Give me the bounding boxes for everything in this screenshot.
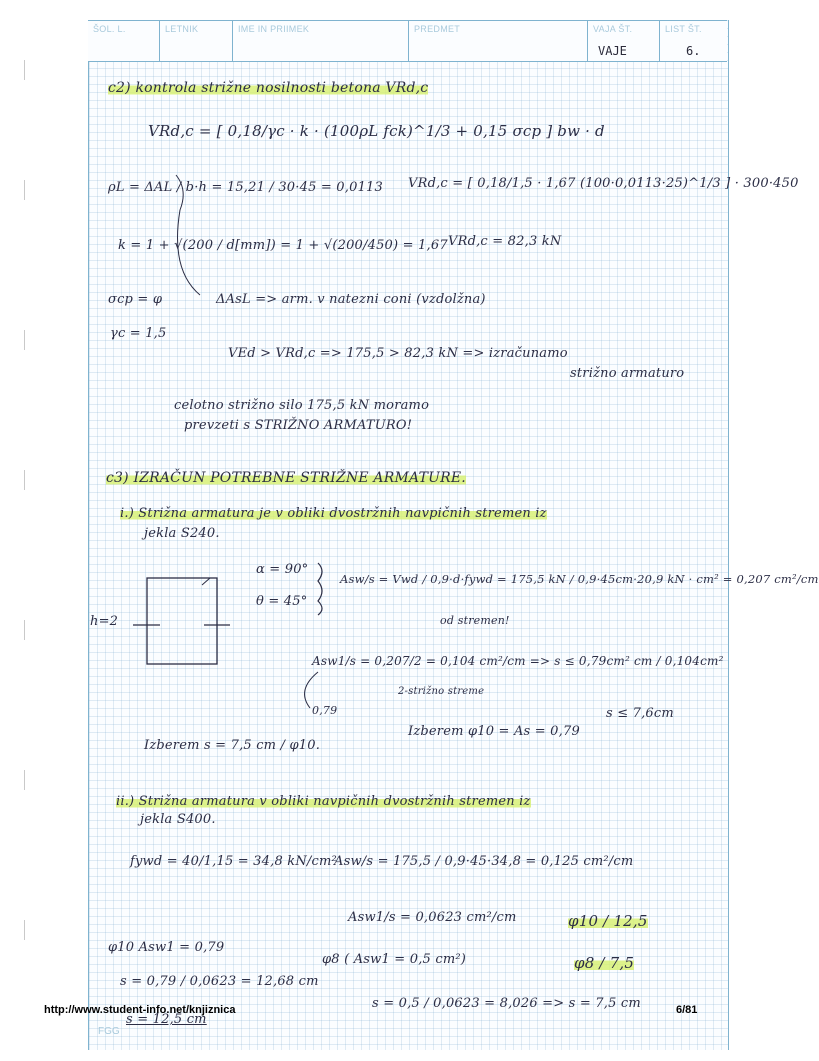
gamma-c: γc = 1,5 <box>110 326 167 341</box>
result-vrdc: VRd,c = 82,3 kN <box>448 234 562 249</box>
page-number: 6/81 <box>676 1004 698 1016</box>
h-label: h=2 <box>90 614 119 629</box>
two-strizno-note: 2-strižno streme <box>398 686 485 697</box>
heading-c2: c2) kontrola strižne nosilnosti betona VRd,c <box>108 80 429 96</box>
comparison-cont: strižno armaturo <box>570 366 685 381</box>
conclusion-line-2: prevzeti s STRIŽNO ARMATURO! <box>184 418 413 433</box>
s-phi10-pick: s = 12,5 cm <box>126 1012 207 1027</box>
choice-phi8: φ8 / 7,5 <box>574 954 635 972</box>
heading-ii-cont: jekla S400. <box>140 812 216 827</box>
izberem-s: Izberem s = 7,5 cm / φ10. <box>144 738 321 753</box>
value-079: 0,79 <box>312 704 338 717</box>
asl-note: ΔAsL => arm. v natezni coni (vzdolžna) <box>216 292 486 307</box>
asw-formula: Asw/s = Vwd / 0,9·d·fywd = 175,5 kN / 0,9·45cm·20,9 kN · cm² = 0,207 cm²/cm <box>340 572 819 586</box>
sigma-cp: σcp = φ <box>108 292 163 307</box>
header-label: VAJA ŠT. <box>593 24 633 34</box>
formula-vrdc: VRd,c = [ 0,18/γc · k · (100ρL fck)^1/3 + 0,15 σcp ] bw · d <box>148 122 605 140</box>
s-phi10-calc: s = 0,79 / 0,0623 = 12,68 cm <box>120 974 319 989</box>
heading-i-cont: jekla S240. <box>144 526 220 541</box>
asw-400-calc: Asw/s = 175,5 / 0,9·45·34,8 = 0,125 cm²/cm <box>334 854 634 869</box>
s-phi8-calc: s = 0,5 / 0,0623 = 8,026 => s = 7,5 cm <box>372 996 641 1011</box>
calc-vrdc-sub: VRd,c = [ 0,18/1,5 · 1,67 (100·0,0113·25)^1/3 ] · 300·450 <box>408 176 799 191</box>
phi10-line: φ10 Asw1 = 0,79 <box>108 940 225 955</box>
arrow-curve <box>305 672 318 708</box>
heading-i: i.) Strižna armatura je v obliki dvostržnih navpičnih stremen iz <box>120 506 547 521</box>
choice-phi10: φ10 / 12,5 <box>568 912 648 930</box>
fywd-calc: fywd = 40/1,15 = 34,8 kN/cm² <box>130 854 337 869</box>
alpha-value: α = 90° <box>256 562 309 577</box>
s-limit: s ≤ 7,6cm <box>606 706 674 721</box>
heading-c3: c3) IZRAČUN POTREBNE STRIŽNE ARMATURE. <box>106 470 466 486</box>
od-stremen-note: od stremen! <box>440 614 510 627</box>
theta-value: θ = 45° <box>256 594 308 609</box>
header-label: IME IN PRIIMEK <box>238 24 310 34</box>
asw1-calc: Asw1/s = 0,207/2 = 0,104 cm²/cm => s ≤ 0,79cm² cm / 0,104cm² <box>312 654 724 668</box>
izberem-phi: Izberem φ10 = As = 0,79 <box>408 724 580 739</box>
header-vaja-value: VAJE <box>598 44 627 58</box>
calc-k: k = 1 + √(200 / d[mm]) = 1 + √(200/450) = 1,67 <box>118 238 448 253</box>
header-label: ŠOL. L. <box>93 24 126 34</box>
stirrup-hook <box>202 578 210 585</box>
phi8-line: φ8 ( Asw1 = 0,5 cm²) <box>322 952 467 967</box>
comparison: VEd > VRd,c => 175,5 > 82,3 kN => izračunamo <box>228 346 568 361</box>
header-label: LIST ŠT. <box>665 24 702 34</box>
brace <box>318 563 322 615</box>
stirrup-sketch <box>147 578 217 664</box>
header-list-value: 6. <box>686 44 701 58</box>
calc-rho: ρL = ΔAL / b·h = 15,21 / 30·45 = 0,0113 <box>108 180 383 195</box>
conclusion-line-1: celotno strižno silo 175,5 kN moramo <box>174 398 430 413</box>
asw1-400: Asw1/s = 0,0623 cm²/cm <box>348 910 517 925</box>
header-label: PREDMET <box>414 24 461 34</box>
heading-ii: ii.) Strižna armatura v obliki navpičnih dvostržnih stremen iz <box>116 794 531 809</box>
source-url: http://www.student-info.net/knjiznica <box>44 1004 236 1016</box>
fgg-stamp: FGG <box>98 1026 120 1037</box>
header-label: LETNIK <box>165 24 199 34</box>
